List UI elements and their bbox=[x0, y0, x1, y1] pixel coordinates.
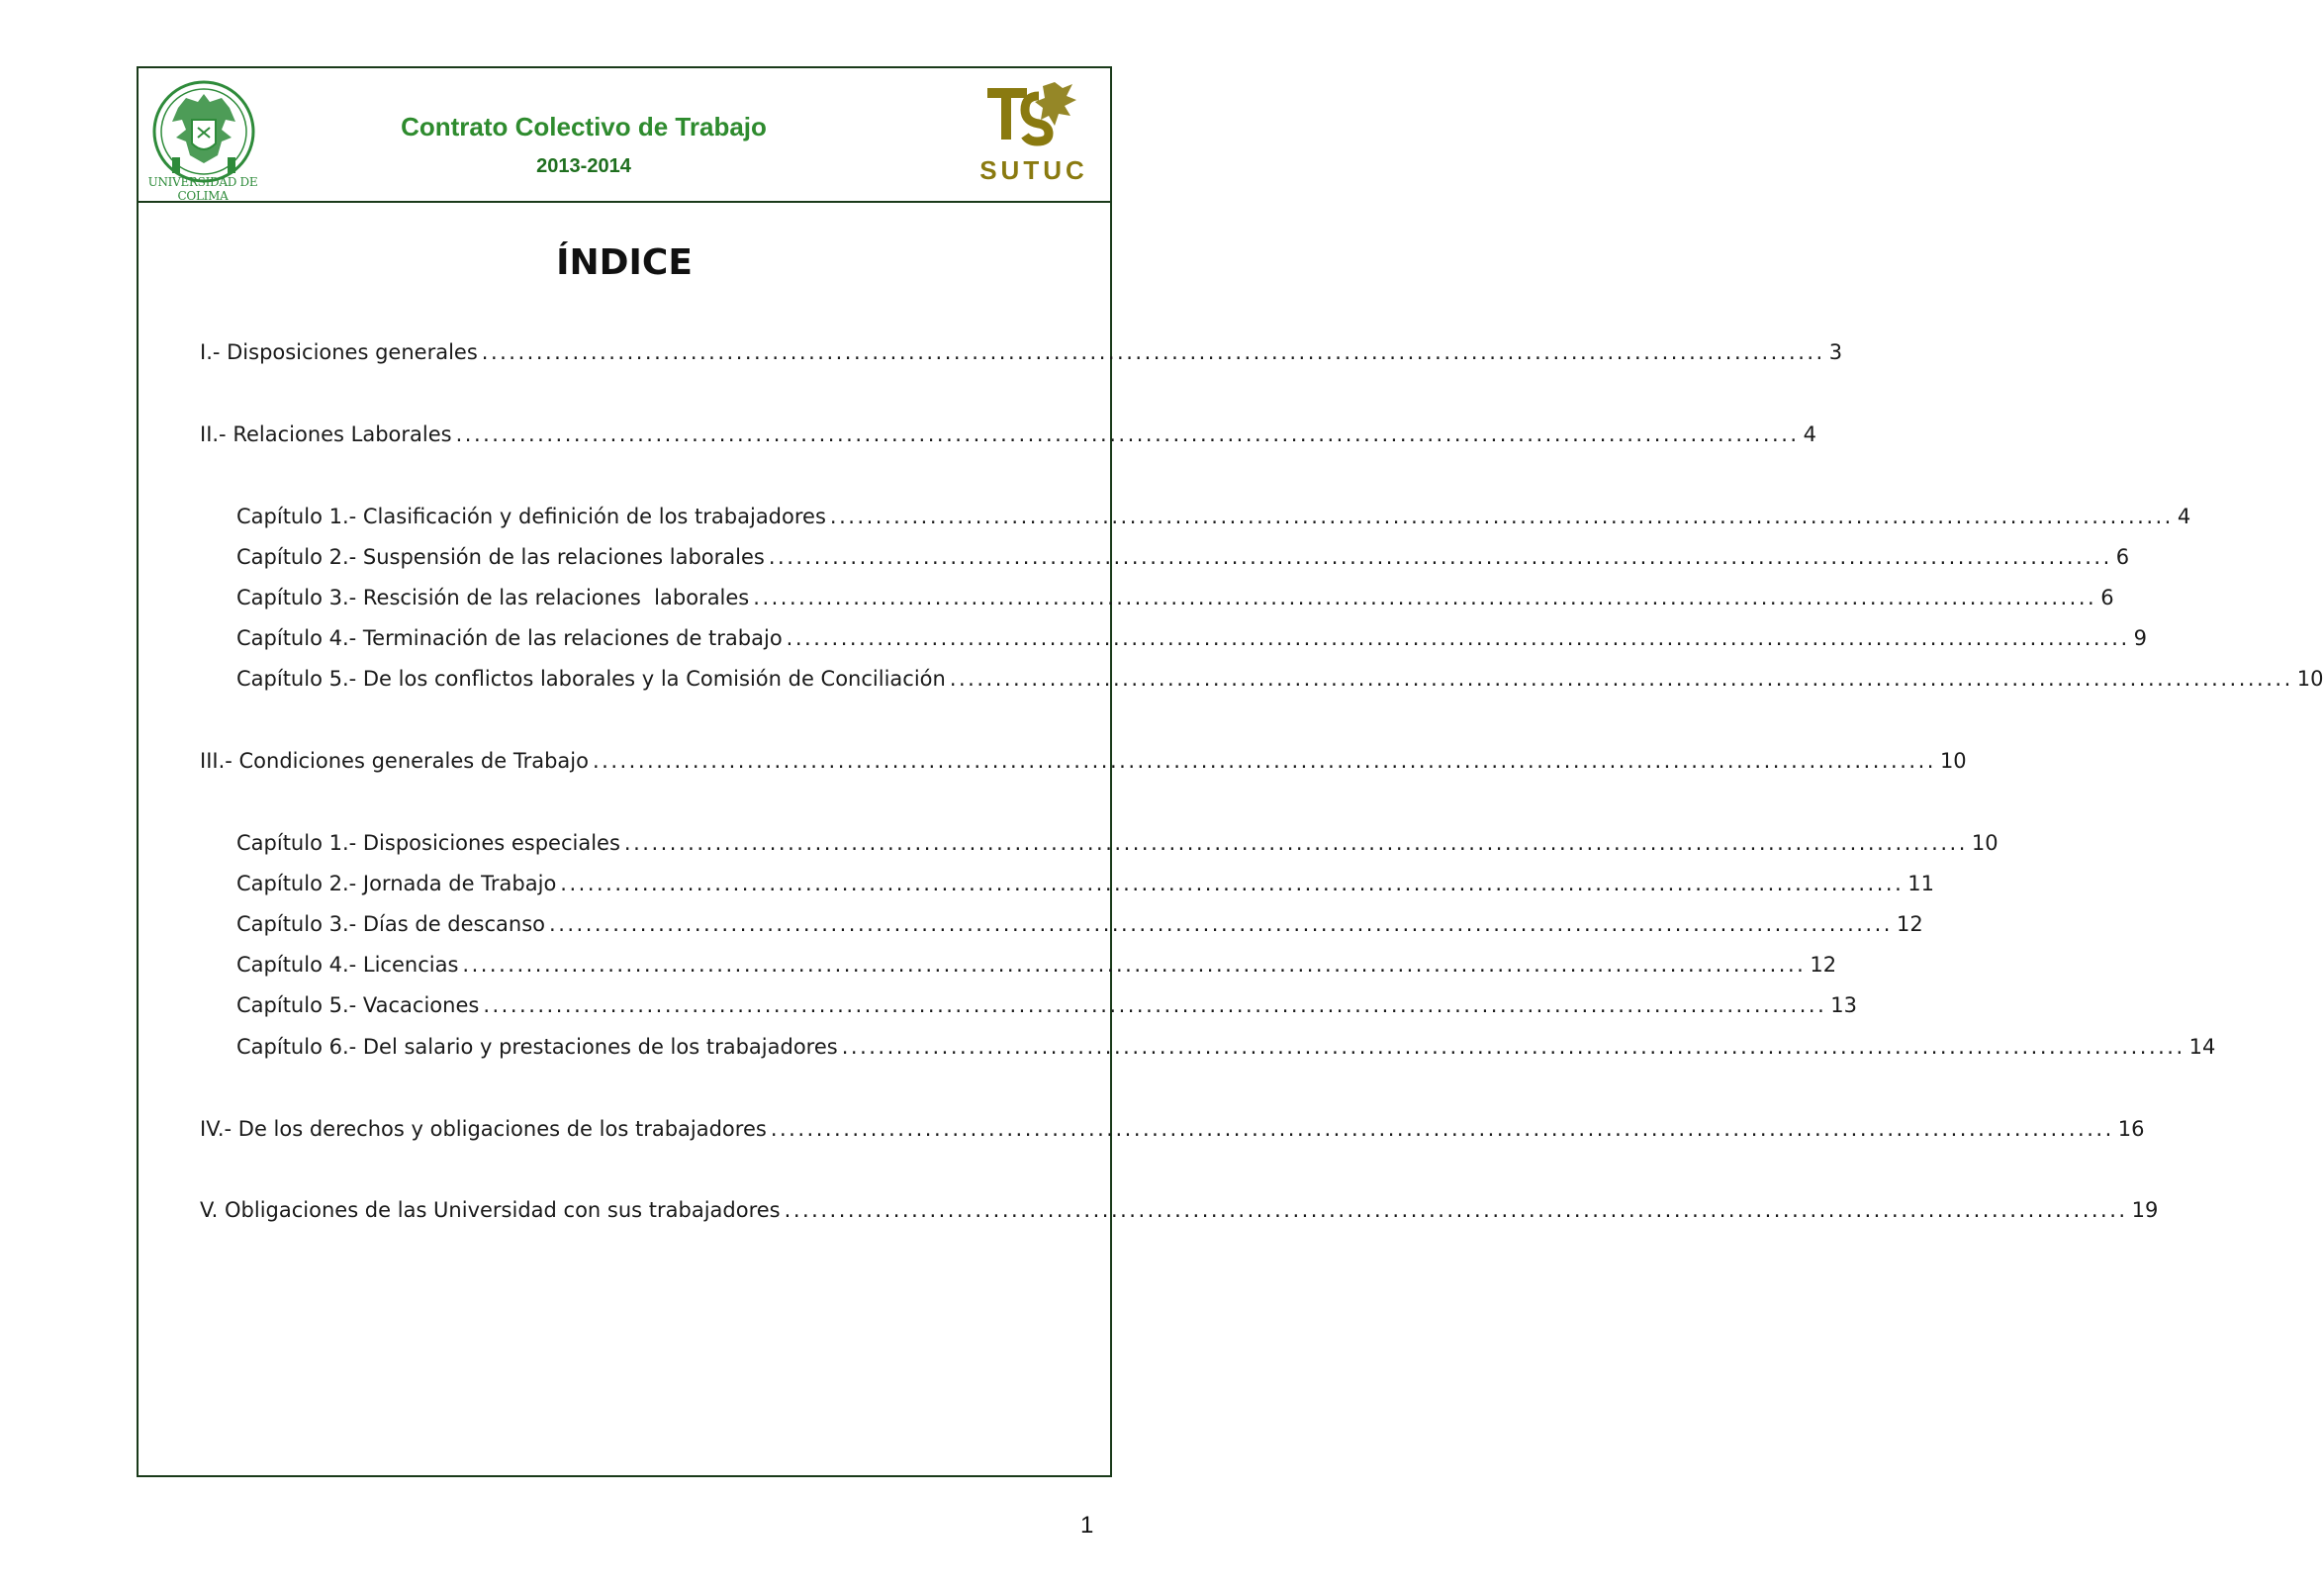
toc-item-page: 16 bbox=[2117, 1117, 2145, 1141]
toc-item-label: Capítulo 5.- Vacaciones bbox=[236, 993, 480, 1017]
page-number: 1 bbox=[1080, 1512, 1094, 1539]
toc-leader-dots: .................................................................................................................................................... bbox=[483, 993, 1827, 1017]
toc-item-page: 4 bbox=[2177, 505, 2191, 528]
toc-item[interactable] bbox=[236, 626, 2147, 656]
toc-item-page: 10 bbox=[1939, 749, 1967, 773]
index-title: ÍNDICE bbox=[556, 242, 693, 283]
toc-item-page: 19 bbox=[2131, 1198, 2159, 1222]
sutuc-logo bbox=[981, 78, 1080, 157]
toc-item-label: V. Obligaciones de las Universidad con sus trabajadores bbox=[200, 1198, 781, 1222]
toc-item-page: 6 bbox=[2100, 586, 2114, 609]
toc-leader-dots: .................................................................................................................................................... bbox=[829, 505, 2174, 528]
toc-item-page: 14 bbox=[2188, 1035, 2216, 1059]
toc-leader-dots: .................................................................................................................................................... bbox=[455, 422, 1800, 446]
toc-item-label: Capítulo 6.- Del salario y prestaciones de los trabajadores bbox=[236, 1035, 838, 1059]
toc-item-label: I.- Disposiciones generales bbox=[200, 340, 478, 364]
toc-item[interactable] bbox=[236, 667, 2324, 697]
toc-item-label: Capítulo 5.- De los conflictos laborales y la Comisión de Conciliación bbox=[236, 667, 946, 691]
toc-leader-dots: .................................................................................................................................................... bbox=[949, 667, 2293, 691]
toc-leader-dots: .................................................................................................................................................... bbox=[560, 872, 1905, 895]
toc-item-label: Capítulo 1.- Disposiciones especiales bbox=[236, 831, 620, 855]
sutuc-logo-text: SUTUC bbox=[979, 155, 1088, 185]
toc-item-label: III.- Condiciones generales de Trabajo bbox=[200, 749, 589, 773]
toc-item[interactable] bbox=[200, 1117, 2145, 1147]
toc-item-page: 10 bbox=[1971, 831, 1999, 855]
toc-leader-dots: .................................................................................................................................................... bbox=[768, 545, 2112, 569]
toc-item[interactable] bbox=[200, 749, 1967, 779]
toc-leader-dots: .................................................................................................................................................... bbox=[481, 340, 1825, 364]
toc-item[interactable] bbox=[236, 912, 1923, 942]
toc-leader-dots: .................................................................................................................................................... bbox=[786, 626, 2130, 650]
toc-item-label: Capítulo 2.- Suspensión de las relaciones laborales bbox=[236, 545, 765, 569]
toc-item-page: 13 bbox=[1830, 993, 1857, 1017]
toc-item[interactable] bbox=[200, 340, 1843, 370]
toc-item-page: 6 bbox=[2115, 545, 2130, 569]
toc-item[interactable] bbox=[236, 872, 1934, 901]
document-years: 2013-2014 bbox=[536, 155, 631, 177]
toc-leader-dots: .................................................................................................................................................... bbox=[549, 912, 1893, 936]
toc-item-label: II.- Relaciones Laborales bbox=[200, 422, 452, 446]
toc-item-page: 11 bbox=[1907, 872, 1934, 895]
toc-leader-dots: .................................................................................................................................................... bbox=[841, 1035, 2185, 1059]
toc-item-page: 10 bbox=[2296, 667, 2324, 691]
toc-leader-dots: .................................................................................................................................................... bbox=[784, 1198, 2128, 1222]
toc-item-label: IV.- De los derechos y obligaciones de los trabajadores bbox=[200, 1117, 767, 1141]
toc-item[interactable] bbox=[236, 586, 2114, 615]
toc-item-page: 4 bbox=[1803, 422, 1816, 446]
toc-item[interactable] bbox=[236, 993, 1857, 1023]
toc-leader-dots: .................................................................................................................................................... bbox=[462, 953, 1807, 977]
toc-item-label: Capítulo 1.- Clasificación y definición de los trabajadores bbox=[236, 505, 826, 528]
toc-item-page: 9 bbox=[2133, 626, 2147, 650]
toc-item-label: Capítulo 2.- Jornada de Trabajo bbox=[236, 872, 557, 895]
toc-item[interactable] bbox=[200, 422, 1816, 452]
toc-leader-dots: .................................................................................................................................................... bbox=[753, 586, 2097, 609]
document-title: Contrato Colectivo de Trabajo bbox=[401, 112, 767, 141]
toc-item-page: 12 bbox=[1896, 912, 1923, 936]
toc-item[interactable] bbox=[236, 953, 1837, 982]
toc-leader-dots: .................................................................................................................................................... bbox=[623, 831, 1968, 855]
toc-item[interactable] bbox=[236, 545, 2130, 575]
universidad-de-colima-logo-text: UNIVERSIDAD DE COLIMA bbox=[147, 175, 258, 203]
toc-item-label: Capítulo 3.- Rescisión de las relaciones laborales bbox=[236, 586, 750, 609]
page-frame bbox=[137, 66, 2324, 1477]
toc-item-page: 12 bbox=[1810, 953, 1837, 977]
toc-leader-dots: .................................................................................................................................................... bbox=[592, 749, 1936, 773]
toc-item[interactable] bbox=[200, 1198, 2159, 1228]
toc-item[interactable] bbox=[236, 505, 2191, 534]
toc-leader-dots: .................................................................................................................................................... bbox=[770, 1117, 2114, 1141]
toc-item-label: Capítulo 3.- Días de descanso bbox=[236, 912, 546, 936]
toc-item[interactable] bbox=[236, 831, 1999, 861]
document-header bbox=[139, 68, 1110, 203]
toc-item[interactable] bbox=[236, 1035, 2216, 1065]
toc-item-page: 3 bbox=[1828, 340, 1843, 364]
toc-item-label: Capítulo 4.- Licencias bbox=[236, 953, 459, 977]
toc-item-label: Capítulo 4.- Terminación de las relaciones de trabajo bbox=[236, 626, 783, 650]
